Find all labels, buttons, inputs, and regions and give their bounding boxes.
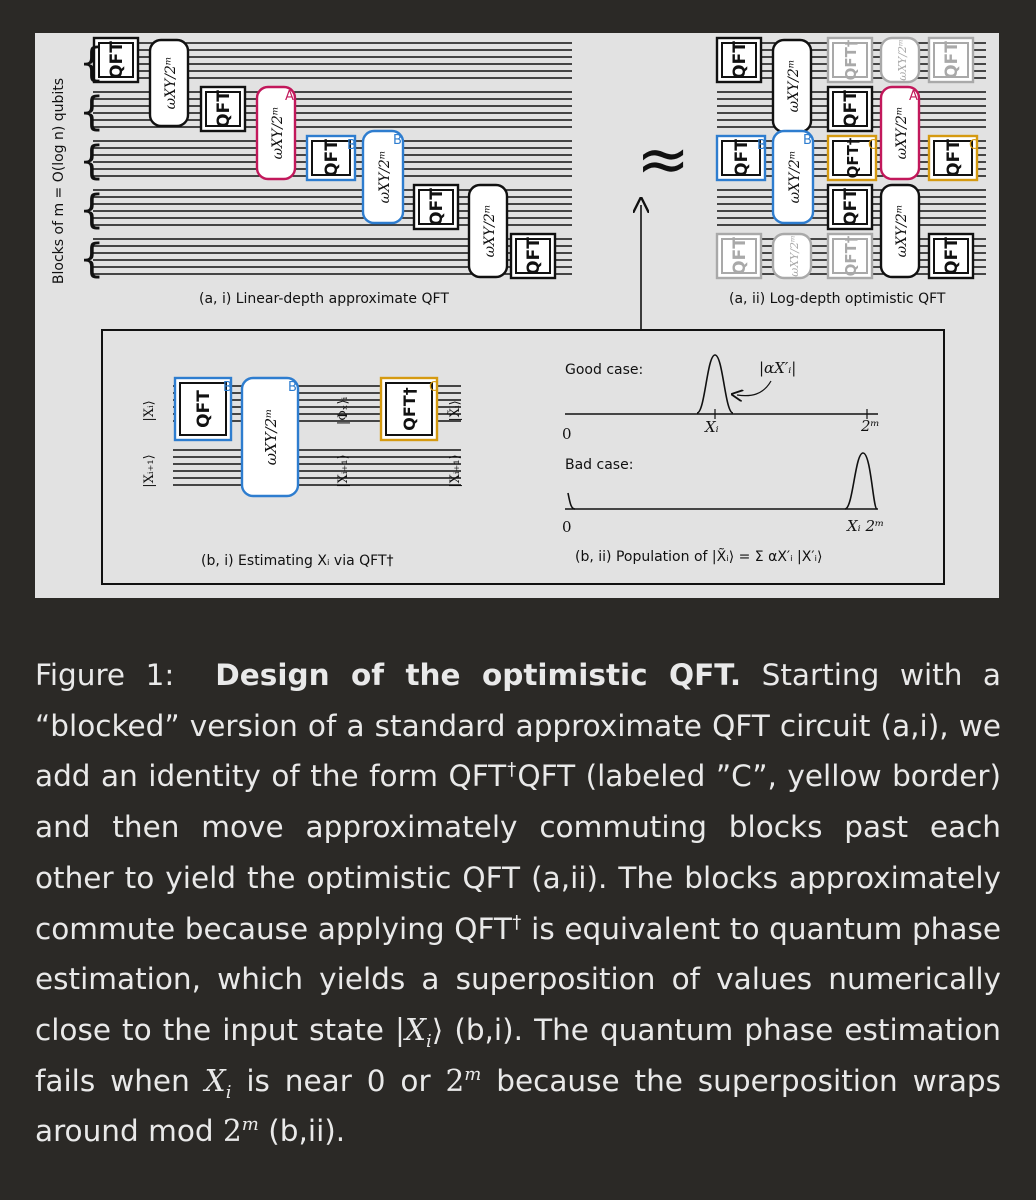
bad-case-peak	[845, 453, 877, 509]
caption-two-2: 2	[223, 1114, 242, 1149]
panel-b-ii-caption: (b, ii) Population of |X̃ᵢ⟩ = Σ αX′ᵢ |X′ᵢ⟩	[575, 549, 823, 565]
good-case-peak	[697, 355, 733, 413]
phase-block-b	[363, 131, 403, 223]
svg-text:QFT: QFT	[944, 139, 964, 177]
svg-text:QFT†: QFT†	[400, 387, 419, 431]
wire-label-xi-left: |Xᵢ⟩	[142, 400, 157, 422]
svg-text:QFT: QFT	[214, 90, 234, 128]
caption-qft: QFT	[517, 759, 576, 794]
svg-text:QFT: QFT	[841, 188, 861, 226]
good-axis-zero: 0	[562, 425, 572, 443]
wire-label-phi: |Φₓ⟩ᵢ	[336, 396, 351, 426]
caption-text-2: (labeled ”C”, yellow border) and then move approximately commuting blocks past each other to yield the optimistic QFT (a,ii). The blocks approximately commute because applying	[35, 759, 1001, 946]
caption-ket-close: ⟩	[431, 1012, 444, 1047]
caption-dagger-2: †	[511, 911, 522, 933]
caption-or: or	[400, 1063, 431, 1098]
svg-text:ωXY/2ᵐ: ωXY/2ᵐ	[482, 204, 498, 258]
caption-qft-dagger-2: QFT	[454, 911, 512, 946]
est-phase-b	[242, 378, 298, 496]
svg-text:QFT: QFT	[730, 237, 750, 275]
phase-block-4	[469, 185, 507, 277]
phase-block-a	[257, 87, 295, 179]
opt-phase-b	[773, 131, 813, 223]
svg-text:{: {	[79, 40, 105, 86]
svg-text:QFT: QFT	[942, 41, 962, 79]
svg-text:ωXY/2ᵐ: ωXY/2ᵐ	[262, 408, 280, 466]
opt-phase-4	[881, 185, 919, 277]
svg-text:A: A	[285, 89, 294, 104]
caption-dagger-1: †	[506, 759, 518, 781]
caption-sup-m: m	[464, 1063, 482, 1085]
qft-block-b	[307, 136, 356, 180]
opt-phase-faded-5	[773, 234, 811, 278]
svg-text:QFT: QFT	[194, 390, 214, 428]
y-axis-label: Blocks of m = O(log n) qubits	[51, 77, 67, 285]
caption-text-5: is near	[246, 1063, 352, 1098]
svg-text:C: C	[429, 380, 439, 395]
caption-sup-m-2: m	[241, 1114, 259, 1136]
caption-text-4: (b,i). The quantum phase estimation fails when	[35, 1012, 1001, 1098]
svg-text:C: C	[969, 138, 979, 153]
svg-text:{: {	[79, 236, 105, 282]
opt-phase-faded-1	[881, 38, 919, 82]
bad-axis-zero: 0	[562, 518, 572, 536]
svg-text:{: {	[79, 138, 105, 184]
bad-axis-xi-2m: Xᵢ 2ᵐ	[847, 517, 885, 535]
caption-text-1: Starting with a “blocked” version of a standard approximate QFT circuit (a,i), we add an identity of the form	[35, 658, 1001, 794]
svg-text:ωXY/2ᵐ: ωXY/2ᵐ	[786, 59, 802, 113]
panel-a-ii-caption: (a, ii) Log-depth optimistic QFT	[729, 291, 946, 307]
svg-text:QFT†: QFT†	[842, 235, 860, 277]
svg-text:ωXY/2ᵐ: ωXY/2ᵐ	[377, 150, 393, 204]
figure-panel	[35, 33, 999, 598]
svg-text:ωXY/2ᵐ: ωXY/2ᵐ	[787, 150, 803, 204]
svg-text:B: B	[288, 380, 297, 395]
opt-qft-2	[828, 87, 872, 131]
svg-text:QFT†: QFT†	[844, 137, 862, 179]
opt-phase-1	[773, 40, 811, 132]
caption-title: Design of the optimistic QFT.	[215, 658, 742, 692]
phase-block-1	[150, 40, 188, 126]
panel-b-i-caption: (b, i) Estimating Xᵢ via QFT†	[201, 553, 394, 569]
opt-qft-1	[717, 38, 761, 82]
opt-phase-a	[881, 87, 919, 179]
approx-symbol: ≈	[636, 123, 690, 197]
svg-text:B: B	[757, 138, 766, 153]
svg-text:QFT: QFT	[322, 139, 342, 177]
opt-qft-4	[828, 185, 872, 229]
figure-caption	[35, 650, 1001, 1157]
population-plots	[562, 355, 884, 565]
caption-x-2: X	[204, 1063, 226, 1098]
bad-case-label: Bad case:	[565, 457, 634, 473]
svg-text:B: B	[223, 380, 232, 395]
svg-text:QFT: QFT	[841, 90, 861, 128]
svg-text:B: B	[393, 133, 402, 148]
qft-block-4	[414, 185, 458, 229]
qft-block-2	[201, 87, 245, 131]
caption-text-3: is equivalent to quantum phase estimation, which yields a superposition of values numerically close to the input state	[35, 911, 1001, 1047]
caption-text-6: because the superposition wraps around mod	[35, 1063, 1002, 1149]
opt-qft-dagger-faded-5	[828, 234, 872, 278]
caption-prefix: Figure 1:	[35, 658, 175, 692]
wire-label-xtilde: |X̃ᵢ⟩	[448, 400, 463, 422]
svg-text:B: B	[347, 138, 356, 153]
svg-text:QFT†: QFT†	[842, 39, 860, 81]
caption-x: X	[404, 1012, 426, 1047]
svg-text:ωXY/2ᵐ: ωXY/2ᵐ	[163, 56, 179, 110]
svg-text:{: {	[79, 89, 105, 135]
est-qft-b	[175, 378, 232, 440]
wire-label-xi1-left: |Xᵢ₊₁⟩	[142, 454, 157, 488]
svg-text:QFT: QFT	[730, 41, 750, 79]
svg-text:ωXY/2ᵐ: ωXY/2ᵐ	[894, 204, 910, 258]
good-axis-xi: Xᵢ	[705, 418, 719, 436]
svg-text:A: A	[909, 89, 918, 104]
caption-ket-open: |	[394, 1012, 405, 1047]
svg-text:ωXY/2ᵐ: ωXY/2ᵐ	[894, 106, 910, 160]
opt-qft-dagger-faded-1	[828, 38, 872, 82]
alpha-label: |αX′ᵢ|	[759, 359, 797, 377]
svg-text:C: C	[868, 138, 878, 153]
figure-svg	[35, 33, 999, 598]
wire-label-xi1-mid: |Xᵢ₊₁⟩	[336, 454, 351, 488]
caption-sub-i-2: i	[225, 1081, 232, 1103]
opt-qft-c	[929, 136, 978, 180]
opt-qft-faded-1	[929, 38, 973, 82]
svg-text:QFT: QFT	[732, 139, 752, 177]
opt-qft-dagger-c	[828, 136, 877, 180]
caption-text-7: (b,ii).	[268, 1114, 346, 1149]
caption-qft-dagger: QFT	[448, 759, 507, 794]
svg-text:ωXY/2ᵐ: ωXY/2ᵐ	[896, 39, 909, 81]
svg-text:B: B	[803, 133, 812, 148]
qft-block-5	[511, 234, 555, 278]
svg-text:QFT: QFT	[107, 41, 127, 79]
svg-text:QFT: QFT	[427, 188, 447, 226]
svg-text:QFT: QFT	[524, 237, 544, 275]
caption-two: 2	[445, 1063, 465, 1098]
svg-text:ωXY/2ᵐ: ωXY/2ᵐ	[270, 106, 286, 160]
svg-text:QFT: QFT	[942, 237, 962, 275]
est-qft-dagger-c	[381, 378, 438, 440]
bad-case-left-tail	[568, 493, 575, 509]
good-axis-2m: 2ᵐ	[861, 417, 880, 435]
block-braces	[79, 40, 104, 282]
panel-a-i-caption: (a, i) Linear-depth approximate QFT	[199, 291, 449, 307]
good-case-label: Good case:	[565, 362, 644, 378]
opt-qft-faded-5	[717, 234, 761, 278]
svg-text:{: {	[79, 187, 105, 233]
caption-zero: 0	[366, 1063, 386, 1098]
opt-qft-b	[717, 136, 766, 180]
caption-sub-i: i	[425, 1030, 432, 1052]
opt-qft-5	[929, 234, 973, 278]
wire-label-xi1-right: |Xᵢ₊₁⟩	[448, 454, 463, 488]
svg-text:ωXY/2ᵐ: ωXY/2ᵐ	[788, 235, 801, 277]
